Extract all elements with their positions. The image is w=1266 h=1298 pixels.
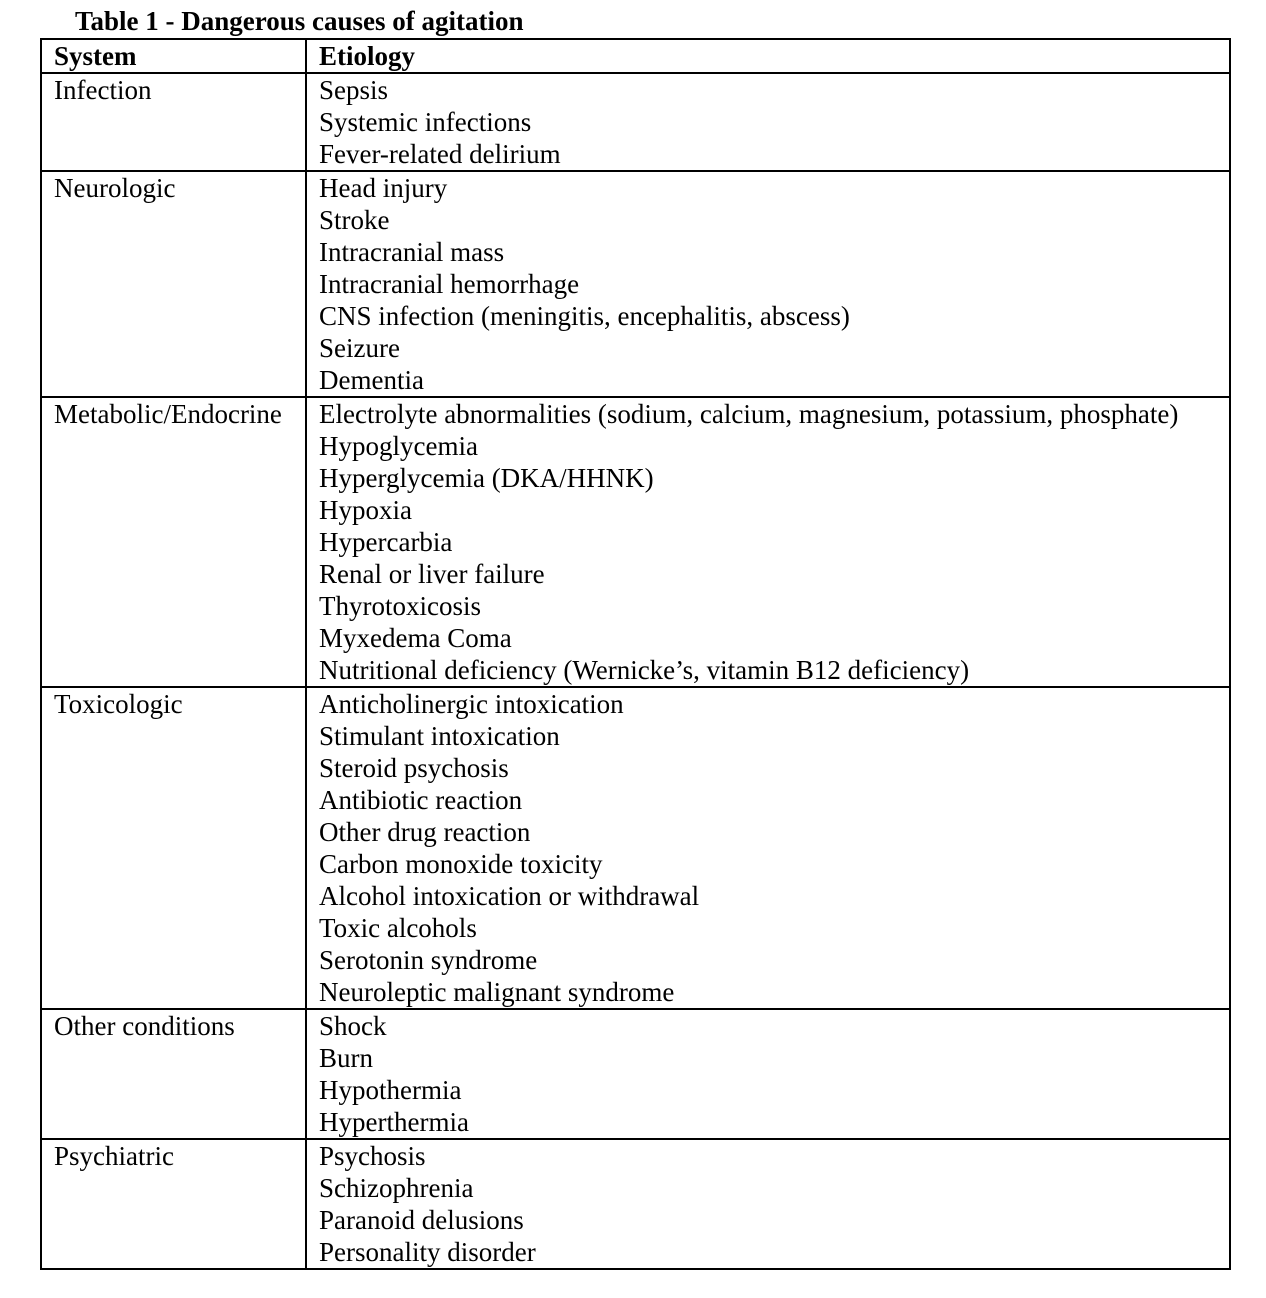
etiology-item: Personality disorder	[319, 1237, 536, 1267]
etiology-item: Hypoglycemia	[319, 431, 478, 461]
etiology-item: Psychosis	[319, 1141, 426, 1171]
header-system: System	[41, 39, 306, 73]
system-cell: Other conditions	[41, 1009, 306, 1139]
etiology-item: Schizophrenia	[319, 1173, 474, 1203]
header-etiology: Etiology	[306, 39, 1230, 73]
etiology-cell	[306, 1009, 1230, 1139]
etiology-cell	[306, 1139, 1230, 1269]
causes-table	[40, 38, 1231, 1270]
etiology-item: Toxic alcohols	[319, 913, 477, 943]
etiology-item: Steroid psychosis	[319, 753, 509, 783]
etiology-item: Serotonin syndrome	[319, 945, 538, 975]
etiology-item: Fever-related delirium	[319, 139, 561, 169]
etiology-item: Antibiotic reaction	[319, 785, 523, 815]
etiology-item: Alcohol intoxication or withdrawal	[319, 881, 700, 911]
etiology-item: Renal or liver failure	[319, 559, 545, 589]
etiology-item: Shock	[319, 1011, 387, 1041]
etiology-item: Dementia	[319, 365, 424, 395]
etiology-item: Paranoid delusions	[319, 1205, 524, 1235]
etiology-cell	[306, 687, 1230, 1009]
etiology-item: Hyperglycemia (DKA/HHNK)	[319, 463, 654, 493]
etiology-item: Stimulant intoxication	[319, 721, 560, 751]
etiology-item: Neuroleptic malignant syndrome	[319, 977, 675, 1007]
etiology-cell	[306, 397, 1230, 687]
etiology-item: Hypothermia	[319, 1075, 462, 1105]
table-row	[41, 1009, 1230, 1139]
etiology-item: CNS infection (meningitis, encephalitis, abscess)	[319, 301, 850, 331]
table-row	[41, 1139, 1230, 1269]
etiology-item: Nutritional deficiency (Wernicke’s, vitamin B12 deficiency)	[319, 655, 970, 685]
etiology-item: Other drug reaction	[319, 817, 531, 847]
etiology-item: Hyperthermia	[319, 1107, 469, 1137]
system-cell: Infection	[41, 73, 306, 171]
etiology-item: Intracranial hemorrhage	[319, 269, 580, 299]
system-cell: Psychiatric	[41, 1139, 306, 1269]
table-row	[41, 687, 1230, 1009]
etiology-item: Hypercarbia	[319, 527, 453, 557]
etiology-item: Systemic infections	[319, 107, 532, 137]
system-cell: Toxicologic	[41, 687, 306, 1009]
etiology-item: Carbon monoxide toxicity	[319, 849, 603, 879]
table-row	[41, 397, 1230, 687]
table-row	[41, 171, 1230, 397]
etiology-item: Thyrotoxicosis	[319, 591, 481, 621]
etiology-item: Myxedema Coma	[319, 623, 512, 653]
etiology-item: Anticholinergic intoxication	[319, 689, 624, 719]
header-row	[41, 39, 1230, 73]
etiology-item: Seizure	[319, 333, 400, 363]
etiology-item: Intracranial mass	[319, 237, 505, 267]
etiology-item: Burn	[319, 1043, 373, 1073]
system-cell: Neurologic	[41, 171, 306, 397]
etiology-item: Sepsis	[319, 75, 389, 105]
etiology-item: Stroke	[319, 205, 390, 235]
etiology-item: Head injury	[319, 173, 448, 203]
system-cell: Metabolic/Endocrine	[41, 397, 306, 687]
table-row	[41, 73, 1230, 171]
etiology-item: Hypoxia	[319, 495, 412, 525]
etiology-cell	[306, 171, 1230, 397]
table-caption: Table 1 - Dangerous causes of agitation	[75, 6, 524, 36]
etiology-cell	[306, 73, 1230, 171]
table-body	[41, 73, 1230, 1269]
etiology-item: Electrolyte abnormalities (sodium, calcium, magnesium, potassium, phosphate)	[319, 399, 1179, 429]
